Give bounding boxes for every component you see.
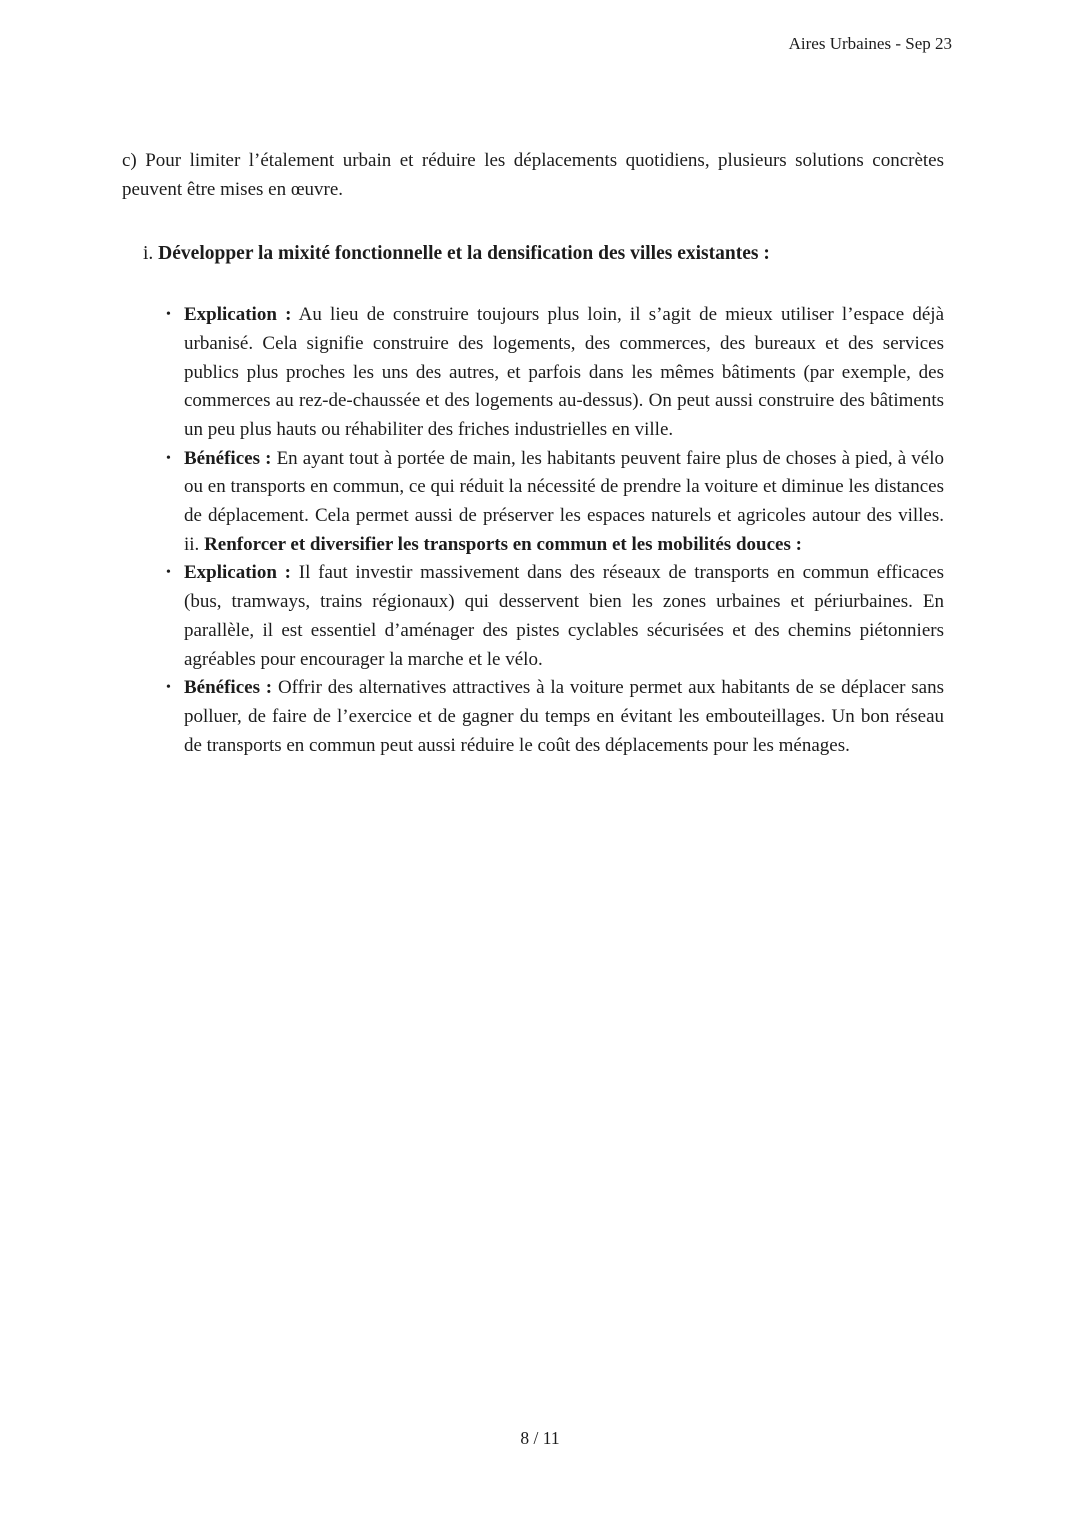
bullet-label: Explication : <box>184 304 292 326</box>
bullet-label: Explication : <box>184 562 291 584</box>
section-heading-title: Développer la mixité fonctionnelle et la densification des villes existantes : <box>158 243 770 265</box>
bullet-icon: • <box>166 680 171 696</box>
document-content <box>122 147 944 760</box>
section-heading-numeral: i. <box>143 243 154 265</box>
bullet-list <box>122 301 944 760</box>
page-footer <box>0 1428 1080 1449</box>
bullet-bold-suffix: Renforcer et diversifier les transports en commun et les mobilités douces : <box>204 533 802 555</box>
header-title: Aires Urbaines - Sep 23 <box>788 34 952 53</box>
bullet-label: Bénéfices : <box>184 677 273 699</box>
bullet-text: Au lieu de construire toujours plus loin, il s’agit de mieux utiliser l’espace déjà urbanisé. Cela signifie construire des logements, des commerces, des bureaux et des services publics plus proches les uns des autres, et parfois dans les mêmes bâtiments (par exemple, des commerces au rez-de-chaussée et des logements au-dessus). On peut aussi construire des bâtiments un peu plus hauts ou réhabiliter des friches industrielles en ville. <box>184 304 945 440</box>
section-heading <box>143 240 944 269</box>
intro-paragraph: c) Pour limiter l’étalement urbain et réduire les déplacements quotidiens, plusieurs solutions concrètes peuvent être mises en œuvre. <box>122 150 944 200</box>
bullet-icon: • <box>166 565 171 581</box>
bullet-icon: • <box>166 450 171 466</box>
list-item <box>122 445 944 560</box>
bullet-text: En ayant tout à portée de main, les habitants peuvent faire plus de choses à pied, à vélo ou en transports en commun, ce qui réduit la nécessité de prendre la voiture et diminue les distances de déplacement. Cela permet aussi de préserver les espaces naturels et agricoles autour des villes. ii. <box>184 447 944 555</box>
page-number: 8 / 11 <box>520 1428 560 1448</box>
page-header <box>789 33 952 55</box>
bullet-label: Bénéfices : <box>184 447 272 469</box>
list-item <box>122 301 944 445</box>
bullet-text: Offrir des alternatives attractives à la voiture permet aux habitants de se déplacer sans polluer, de faire de l’exercice et de gagner du temps en évitant les embouteillages. Un bon réseau de transports en commun peut aussi réduire le coût des déplacements pour les ménages. <box>184 677 944 756</box>
bullet-icon: • <box>166 307 171 323</box>
bullet-text: Il faut investir massivement dans des réseaux de transports en commun efficaces (bus, tramways, trains régionaux) qui desservent bien les zones urbaines et périurbaines. En parallèle, il est essentiel d’aménager des pistes cyclables sécurisées et des chemins piétonniers agréables pour encourager la marche et le vélo. <box>184 562 945 670</box>
list-item <box>122 559 944 674</box>
list-item <box>122 674 944 760</box>
